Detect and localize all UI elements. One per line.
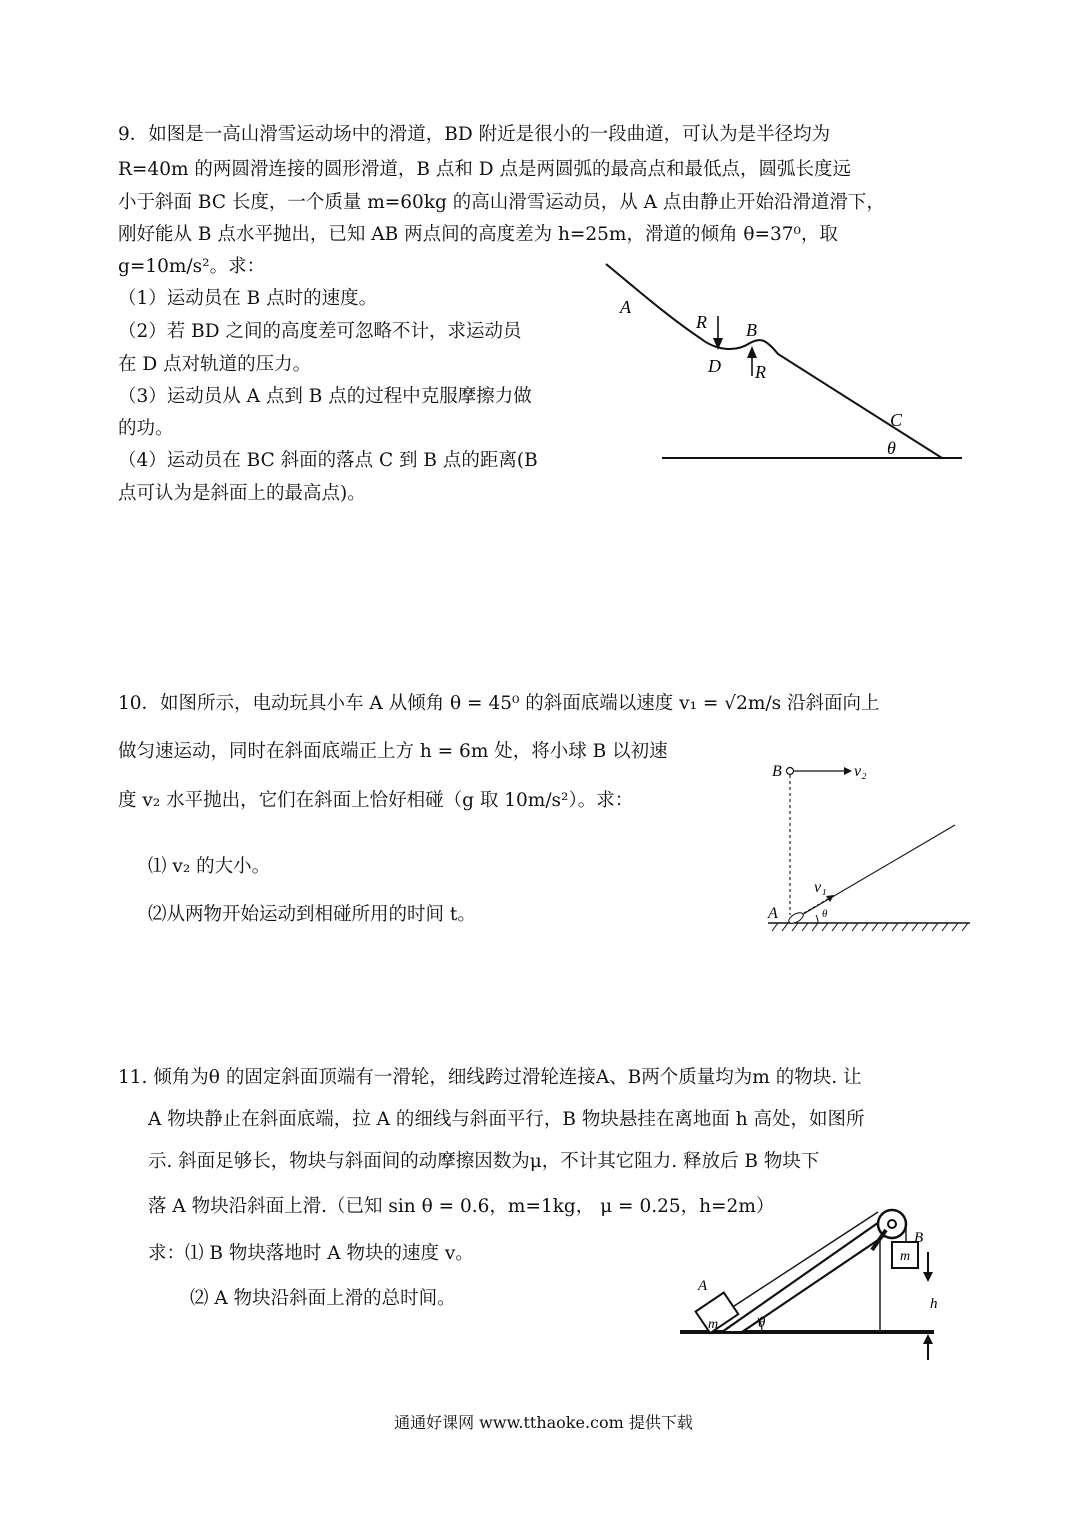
q11-label-m-b: m [900,1249,911,1264]
q9-label-r-bottom: R [755,362,766,382]
q11-line-1: 11. 倾角为θ 的固定斜面顶端有一滑轮，细线跨过滑轮连接A、B两个质量均为m 的物块. 让 [118,1067,862,1088]
q11-label-theta: θ [758,1315,766,1331]
q9-line-5: g=10m/s²。求： [118,256,266,277]
q9-label-d: D [708,356,721,376]
q11-line-2: A 物块静止在斜面底端，拉 A 的细线与斜面平行，B 物块悬挂在离地面 h 高处，如图所 [148,1109,865,1130]
q9-ski-slope-figure [600,258,970,468]
q9-line-3: 小于斜面 BC 长度，一个质量 m=60kg 的高山滑雪运动员，从 A 点由静止开始沿滑道滑下， [118,192,885,213]
q9-line-4: 刚好能从 B 点水平抛出，已知 AB 两点间的高度差为 h=25m，滑道的倾角 θ=37⁰，取 [118,224,838,245]
q11-line-4: 落 A 物块沿斜面上滑.（已知 sin θ = 0.6，m=1kg， μ = 0.25，h=2m） [148,1196,775,1217]
q10-line-2: 做匀速运动，同时在斜面底端正上方 h = 6m 处，将小球 B 以初速 [118,741,668,762]
q9-label-r-top: R [696,312,707,332]
q9-sub-3: 在 D 点对轨道的压力。 [118,354,312,375]
q11-sub-2: ⑵ A 物块沿斜面上滑的总时间。 [190,1288,456,1309]
q11-sub-1: 求：⑴ B 物块落地时 A 物块的速度 v。 [148,1243,474,1264]
q10-label-theta: θ [822,908,828,920]
q10-label-a: A [768,905,778,922]
page-footer: 通通好课网 www.tthaoke.com 提供下载 [394,1413,693,1432]
q11-pulley-figure [672,1190,962,1362]
q10-label-b: B [772,763,782,780]
q9-label-c: C [890,410,903,430]
q9-sub-7: 点可认为是斜面上的最高点)。 [118,483,366,504]
q10-sub-2: ⑵从两物开始运动到相碰所用的时间 t。 [148,904,476,925]
q9-sub-5: 的功。 [118,418,174,439]
q10-incline-figure [760,755,975,940]
q9-label-a: A [620,297,631,317]
q9-sub-1: （1）运动员在 B 点时的速度。 [118,288,378,309]
q9-line-1: 9．如图是一高山滑雪运动场中的滑道，BD 附近是很小的一段曲道，可认为是半径均为 [118,124,831,145]
q9-sub-6: （4）运动员在 BC 斜面的落点 C 到 B 点的距离(B [118,450,538,471]
q9-sub-2: （2）若 BD 之间的高度差可忽略不计，求运动员 [118,321,522,342]
q10-label-v1: v₁ [814,879,827,896]
q11-label-h: h [930,1296,938,1312]
q10-line-3: 度 v₂ 水平抛出，它们在斜面上恰好相碰（g 取 10m/s²）。求： [118,790,634,811]
q10-label-v2: v₂ [854,763,867,780]
q11-line-3: 示. 斜面足够长，物块与斜面间的动摩擦因数为μ，不计其它阻力. 释放后 B 物块下 [148,1151,820,1172]
q9-label-theta: θ [887,438,896,458]
q11-label-a: A [698,1278,708,1294]
q11-label-b: B [914,1230,924,1246]
q10-sub-1: ⑴ v₂ 的大小。 [148,856,271,877]
q9-sub-4: （3）运动员从 A 点到 B 点的过程中克服摩擦力做 [118,386,532,407]
q11-label-m-a: m [708,1317,719,1332]
q9-label-b: B [746,320,757,340]
q9-line-2: R=40m 的两圆滑连接的圆形滑道，B 点和 D 点是两圆弧的最高点和最低点，圆弧长度远 [118,159,851,180]
q10-line-1: 10．如图所示，电动玩具小车 A 从倾角 θ = 45⁰ 的斜面底端以速度 v₁ = √2m/s 沿斜面向上 [118,693,880,714]
